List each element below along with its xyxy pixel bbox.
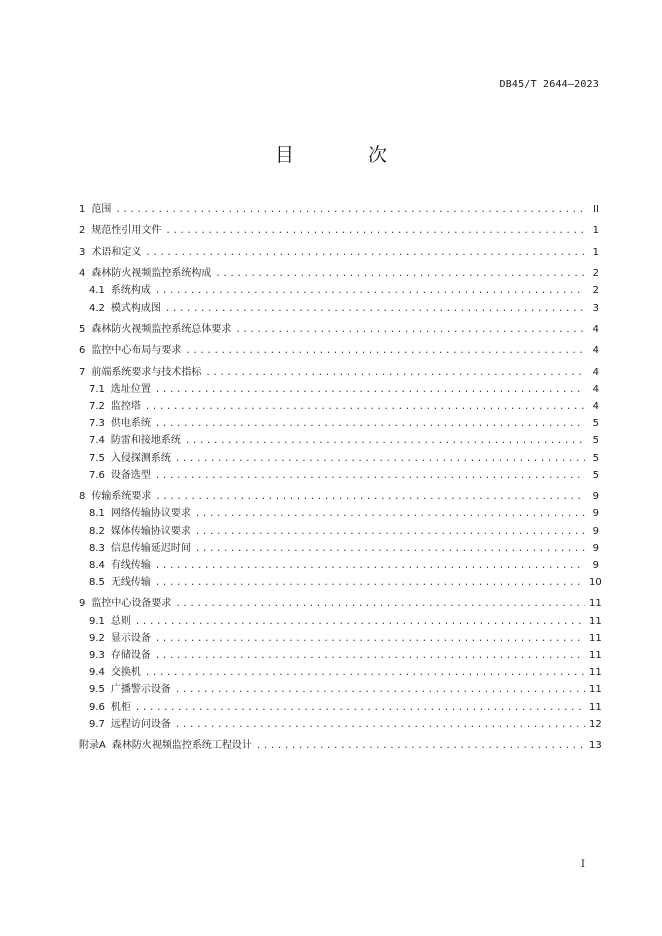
toc-entry-page: 12 [589, 718, 602, 730]
toc-entry-title: 显示设备 [110, 632, 151, 644]
toc-entry-page: 4 [592, 401, 599, 412]
toc-entry[interactable] [79, 647, 602, 664]
toc-entry[interactable] [79, 664, 602, 681]
toc-entry-number: 9.6 [89, 701, 105, 713]
document-code: DB45/T 2644—2023 [499, 79, 599, 90]
toc-leader-dots [175, 717, 585, 734]
page-number: I [581, 859, 585, 870]
toc-entry-title: 广播警示设备 [110, 684, 171, 696]
toc-entry-title: 传输系统要求 [91, 491, 152, 503]
toc-entry-page: 11 [589, 684, 602, 696]
toc-leader-dots [155, 382, 585, 399]
toc-entry-page: 9 [592, 491, 599, 503]
toc-entry-number: 7.5 [89, 452, 105, 464]
toc-entry-number: 4.2 [89, 302, 105, 314]
toc-entry-number: 8.2 [89, 525, 105, 537]
toc-entry-page: 11 [589, 632, 602, 644]
toc-leader-dots [175, 596, 585, 613]
toc-leader-dots [145, 245, 585, 262]
toc-entry[interactable] [79, 364, 599, 381]
toc-entry[interactable] [79, 488, 599, 505]
toc-entry-number: 8.5 [89, 577, 105, 589]
toc-entry-number: 2 [79, 225, 86, 237]
toc-entry[interactable] [79, 342, 599, 359]
toc-entry-title: 信息传输延迟时间 [110, 542, 191, 554]
toc-entry-title: 森林防火视频监控系统构成 [91, 268, 212, 280]
toc-leader-dots [205, 365, 585, 382]
toc-entry-number: 7.4 [89, 435, 105, 447]
page-title: 目 次 [274, 144, 422, 166]
toc-entry-page: 4 [592, 323, 599, 335]
toc-entry-number: 7 [79, 366, 86, 378]
toc-entry-title: 系统构成 [110, 285, 151, 297]
toc-leader-dots [135, 614, 585, 631]
toc-entry-title: 规范性引用文件 [91, 225, 162, 237]
toc-entry[interactable] [79, 300, 599, 317]
toc-entry-number: 9 [79, 598, 86, 610]
toc-leader-dots [155, 489, 585, 506]
toc-entry-number: 8.4 [89, 559, 105, 571]
toc-entry-page: 2 [592, 285, 599, 297]
toc-entry[interactable] [79, 630, 602, 647]
toc-entry[interactable] [79, 574, 602, 591]
toc-leader-dots [155, 416, 585, 433]
toc-entry-number: 9.7 [89, 718, 105, 730]
toc-entry-title: 总则 [110, 615, 131, 627]
toc-leader-dots [235, 322, 585, 339]
toc-entry-title: 远程访问设备 [110, 718, 171, 730]
toc-entry-title: 选址位置 [110, 383, 151, 395]
toc-entry[interactable] [79, 523, 599, 540]
toc-entry-number: 7.6 [89, 469, 105, 481]
toc-entry[interactable] [79, 450, 599, 467]
toc-entry[interactable] [79, 699, 602, 716]
toc-entry-title: 前端系统要求与技术指标 [91, 366, 202, 378]
toc-entry[interactable] [79, 716, 602, 733]
toc-entry-number: 7.1 [89, 383, 105, 395]
toc-leader-dots [155, 631, 585, 648]
toc-entry-number: 3 [79, 246, 86, 258]
toc-entry-title: 入侵探测系统 [110, 452, 171, 464]
toc-entry[interactable] [79, 244, 599, 261]
toc-entry-page: 3 [592, 302, 599, 314]
toc-leader-dots [195, 541, 585, 558]
toc-entry-number: 8.1 [89, 508, 105, 520]
toc-entry-page: 11 [589, 650, 602, 661]
toc-leader-dots [155, 558, 585, 575]
toc-entry[interactable] [79, 595, 602, 612]
toc-entry-title: 供电系统 [110, 418, 151, 430]
table-of-contents [79, 201, 602, 754]
toc-entry[interactable] [79, 613, 602, 630]
toc-entry-page: II [593, 204, 599, 215]
toc-entry-number: 7.3 [89, 418, 105, 430]
toc-entry-number: 4 [79, 268, 86, 280]
toc-entry-page: 11 [589, 598, 602, 610]
toc-entry-title: 设备选型 [110, 469, 151, 481]
toc-entry[interactable] [79, 540, 599, 557]
toc-leader-dots [155, 283, 585, 300]
toc-entry[interactable] [79, 415, 599, 432]
toc-entry-title: 防雷和接地系统 [110, 435, 181, 447]
toc-entry[interactable] [79, 681, 602, 698]
toc-entry-number: 5 [79, 323, 86, 335]
toc-entry[interactable] [79, 467, 599, 484]
toc-leader-dots [195, 524, 585, 541]
toc-entry-number: 9.3 [89, 650, 105, 661]
toc-entry-page: 5 [592, 452, 599, 464]
toc-leader-dots [165, 301, 585, 318]
toc-entry-title: 监控中心设备要求 [91, 598, 172, 610]
toc-leader-dots [135, 700, 585, 717]
toc-leader-dots [115, 202, 585, 219]
toc-entry-page: 1 [592, 225, 599, 237]
toc-entry-page: 1 [592, 246, 599, 258]
toc-leader-dots [175, 451, 585, 468]
toc-leader-dots [215, 266, 585, 283]
toc-entry-number: 4.1 [89, 285, 105, 297]
toc-leader-dots [256, 738, 585, 755]
toc-entry-title: 有线传输 [110, 559, 151, 571]
toc-leader-dots [145, 665, 585, 682]
toc-entry-title: 监控塔 [110, 401, 141, 412]
toc-entry-title: 机柜 [110, 701, 131, 713]
toc-entry-page: 11 [589, 615, 602, 627]
toc-entry-number: 6 [79, 345, 86, 357]
toc-entry-number: 7.2 [89, 401, 105, 412]
toc-entry[interactable] [79, 381, 599, 398]
toc-entry-number: 9.1 [89, 615, 105, 627]
toc-entry-page: 13 [589, 740, 602, 752]
toc-leader-dots [185, 433, 585, 450]
toc-entry-number: 8 [79, 491, 86, 503]
toc-entry[interactable] [79, 201, 599, 218]
toc-entry-page: 9 [592, 542, 599, 554]
toc-entry-title: 交换机 [110, 667, 141, 679]
toc-entry-page: 11 [589, 667, 602, 679]
toc-leader-dots [155, 468, 585, 485]
toc-entry-page: 4 [592, 345, 599, 357]
toc-entry-number: 9.2 [89, 632, 105, 644]
toc-entry-page: 4 [592, 366, 599, 378]
toc-entry-page: 5 [592, 435, 599, 447]
toc-entry-title: 模式构成图 [110, 302, 161, 314]
toc-entry-title: 森林防火视频监控系统工程设计 [111, 740, 252, 752]
toc-leader-dots [155, 648, 585, 665]
toc-leader-dots [195, 506, 585, 523]
toc-entry[interactable] [79, 398, 599, 415]
toc-entry-page: 10 [589, 577, 602, 589]
toc-entry-title: 森林防火视频监控系统总体要求 [91, 323, 232, 335]
toc-leader-dots [165, 223, 585, 240]
toc-entry[interactable] [79, 432, 599, 449]
toc-entry[interactable] [79, 557, 599, 574]
toc-entry-number: 8.3 [89, 542, 105, 554]
toc-entry-page: 5 [592, 418, 599, 430]
toc-entry-number: 9.4 [89, 667, 105, 679]
toc-leader-dots [185, 343, 585, 360]
toc-entry-page: 4 [592, 383, 599, 395]
toc-leader-dots [145, 399, 585, 416]
toc-entry[interactable] [79, 222, 599, 239]
toc-entry-page: 2 [592, 268, 599, 280]
toc-entry-title: 存储设备 [110, 650, 151, 661]
toc-entry-title: 无线传输 [110, 577, 151, 589]
toc-entry-title: 范围 [91, 204, 112, 215]
toc-entry[interactable] [79, 737, 602, 754]
toc-entry-title: 术语和定义 [91, 246, 142, 258]
toc-entry[interactable] [79, 282, 599, 299]
toc-entry-page: 5 [592, 469, 599, 481]
toc-entry-title: 媒体传输协议要求 [110, 525, 191, 537]
toc-leader-dots [175, 682, 585, 699]
toc-entry-page: 9 [592, 525, 599, 537]
toc-leader-dots [155, 575, 585, 592]
toc-entry[interactable] [79, 321, 599, 338]
toc-entry-number: 1 [79, 204, 86, 215]
toc-entry-title: 网络传输协议要求 [110, 508, 191, 520]
toc-entry-page: 9 [592, 559, 599, 571]
toc-entry-page: 11 [589, 701, 602, 713]
toc-entry-page: 9 [592, 508, 599, 520]
toc-entry[interactable] [79, 505, 599, 522]
toc-entry-number: 附录A [79, 740, 106, 752]
toc-entry-title: 监控中心布局与要求 [91, 345, 182, 357]
toc-entry-number: 9.5 [89, 684, 105, 696]
toc-entry[interactable] [79, 265, 599, 282]
